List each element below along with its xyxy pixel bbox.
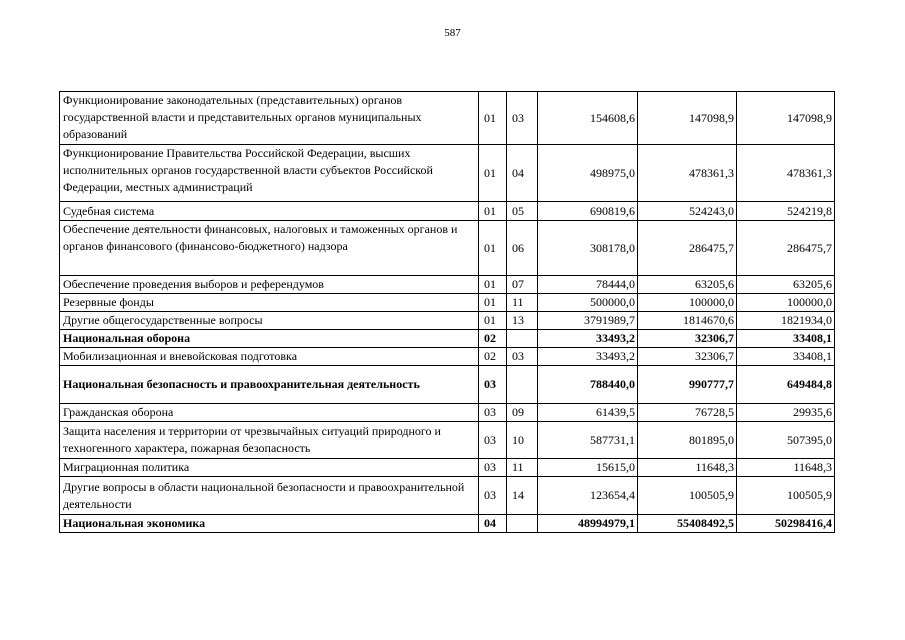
row-value-3: 507395,0 bbox=[737, 422, 835, 459]
row-value-2: 76728,5 bbox=[638, 404, 737, 422]
row-section-code: 03 bbox=[479, 366, 507, 404]
row-subsection-code: 11 bbox=[507, 459, 538, 477]
row-value-1: 78444,0 bbox=[538, 276, 638, 294]
row-value-2: 11648,3 bbox=[638, 459, 737, 477]
row-value-1: 123654,4 bbox=[538, 477, 638, 515]
row-value-1: 33493,2 bbox=[538, 348, 638, 366]
table-row bbox=[60, 221, 835, 276]
table-row bbox=[60, 145, 835, 202]
row-section-code: 01 bbox=[479, 221, 507, 276]
row-section-code: 01 bbox=[479, 276, 507, 294]
row-name: Миграционная политика bbox=[60, 459, 479, 477]
row-subsection-code: 07 bbox=[507, 276, 538, 294]
table-row-section bbox=[60, 366, 835, 404]
row-name: Функционирование Правительства Российской Федерации, высших исполнительных органов государственной власти субъектов Российской Федерации, местных администраций bbox=[60, 145, 479, 202]
row-subsection-code: 05 bbox=[507, 202, 538, 221]
row-subsection-code: 03 bbox=[507, 92, 538, 145]
row-value-1: 48994979,1 bbox=[538, 515, 638, 533]
row-subsection-code: 09 bbox=[507, 404, 538, 422]
row-section-code: 02 bbox=[479, 330, 507, 348]
table-row bbox=[60, 312, 835, 330]
row-name: Другие вопросы в области национальной безопасности и правоохранительной деятельности bbox=[60, 477, 479, 515]
row-section-code: 03 bbox=[479, 422, 507, 459]
table-row-section bbox=[60, 330, 835, 348]
row-section-code: 01 bbox=[479, 294, 507, 312]
row-value-2: 524243,0 bbox=[638, 202, 737, 221]
row-name: Национальная экономика bbox=[60, 515, 479, 533]
row-section-code: 02 bbox=[479, 348, 507, 366]
row-name: Судебная система bbox=[60, 202, 479, 221]
row-value-1: 587731,1 bbox=[538, 422, 638, 459]
row-value-2: 63205,6 bbox=[638, 276, 737, 294]
row-value-3: 649484,8 bbox=[737, 366, 835, 404]
row-value-2: 801895,0 bbox=[638, 422, 737, 459]
row-section-code: 01 bbox=[479, 312, 507, 330]
table-row bbox=[60, 404, 835, 422]
row-value-1: 3791989,7 bbox=[538, 312, 638, 330]
table-row bbox=[60, 92, 835, 145]
row-name: Резервные фонды bbox=[60, 294, 479, 312]
row-value-2: 286475,7 bbox=[638, 221, 737, 276]
row-section-code: 03 bbox=[479, 459, 507, 477]
table-row bbox=[60, 276, 835, 294]
row-value-3: 33408,1 bbox=[737, 348, 835, 366]
row-section-code: 01 bbox=[479, 202, 507, 221]
row-section-code: 03 bbox=[479, 477, 507, 515]
table-row-section bbox=[60, 515, 835, 533]
row-value-2: 32306,7 bbox=[638, 348, 737, 366]
row-value-1: 500000,0 bbox=[538, 294, 638, 312]
row-value-2: 32306,7 bbox=[638, 330, 737, 348]
row-value-2: 55408492,5 bbox=[638, 515, 737, 533]
row-name: Другие общегосударственные вопросы bbox=[60, 312, 479, 330]
table-row bbox=[60, 348, 835, 366]
row-value-3: 478361,3 bbox=[737, 145, 835, 202]
row-value-1: 498975,0 bbox=[538, 145, 638, 202]
row-section-code: 01 bbox=[479, 92, 507, 145]
row-value-3: 50298416,4 bbox=[737, 515, 835, 533]
row-value-2: 100505,9 bbox=[638, 477, 737, 515]
row-name: Национальная безопасность и правоохранительная деятельность bbox=[60, 366, 479, 404]
row-value-3: 63205,6 bbox=[737, 276, 835, 294]
row-value-3: 147098,9 bbox=[737, 92, 835, 145]
row-value-1: 15615,0 bbox=[538, 459, 638, 477]
row-section-code: 01 bbox=[479, 145, 507, 202]
row-subsection-code: 14 bbox=[507, 477, 538, 515]
row-subsection-code: 10 bbox=[507, 422, 538, 459]
table-row bbox=[60, 477, 835, 515]
row-subsection-code: 06 bbox=[507, 221, 538, 276]
row-value-2: 990777,7 bbox=[638, 366, 737, 404]
row-value-1: 33493,2 bbox=[538, 330, 638, 348]
table-row bbox=[60, 294, 835, 312]
row-value-1: 61439,5 bbox=[538, 404, 638, 422]
table-row bbox=[60, 422, 835, 459]
row-name: Обеспечение деятельности финансовых, налоговых и таможенных органов и органов финансового (финансово-бюджетного) надзора bbox=[60, 221, 479, 276]
row-value-3: 11648,3 bbox=[737, 459, 835, 477]
row-value-3: 100000,0 bbox=[737, 294, 835, 312]
row-value-2: 147098,9 bbox=[638, 92, 737, 145]
budget-table bbox=[59, 91, 835, 533]
row-subsection-code: 13 bbox=[507, 312, 538, 330]
table-row bbox=[60, 459, 835, 477]
row-value-3: 100505,9 bbox=[737, 477, 835, 515]
row-name: Мобилизационная и вневойсковая подготовка bbox=[60, 348, 479, 366]
row-section-code: 03 bbox=[479, 404, 507, 422]
row-value-1: 690819,6 bbox=[538, 202, 638, 221]
row-value-3: 33408,1 bbox=[737, 330, 835, 348]
row-name: Национальная оборона bbox=[60, 330, 479, 348]
row-name: Гражданская оборона bbox=[60, 404, 479, 422]
row-value-1: 788440,0 bbox=[538, 366, 638, 404]
page-number: 587 bbox=[444, 27, 461, 39]
row-value-3: 29935,6 bbox=[737, 404, 835, 422]
row-name: Функционирование законодательных (представительных) органов государственной власти и представительных органов муниципальных образований bbox=[60, 92, 479, 145]
row-value-2: 100000,0 bbox=[638, 294, 737, 312]
row-value-2: 1814670,6 bbox=[638, 312, 737, 330]
row-value-1: 308178,0 bbox=[538, 221, 638, 276]
row-value-1: 154608,6 bbox=[538, 92, 638, 145]
row-subsection-code bbox=[507, 330, 538, 348]
row-value-3: 524219,8 bbox=[737, 202, 835, 221]
row-subsection-code bbox=[507, 515, 538, 533]
row-value-3: 1821934,0 bbox=[737, 312, 835, 330]
table-row bbox=[60, 202, 835, 221]
row-subsection-code: 11 bbox=[507, 294, 538, 312]
row-value-2: 478361,3 bbox=[638, 145, 737, 202]
row-value-3: 286475,7 bbox=[737, 221, 835, 276]
row-subsection-code bbox=[507, 366, 538, 404]
row-name: Обеспечение проведения выборов и референдумов bbox=[60, 276, 479, 294]
row-name: Защита населения и территории от чрезвычайных ситуаций природного и техногенного характера, пожарная безопасность bbox=[60, 422, 479, 459]
row-subsection-code: 04 bbox=[507, 145, 538, 202]
row-section-code: 04 bbox=[479, 515, 507, 533]
row-subsection-code: 03 bbox=[507, 348, 538, 366]
